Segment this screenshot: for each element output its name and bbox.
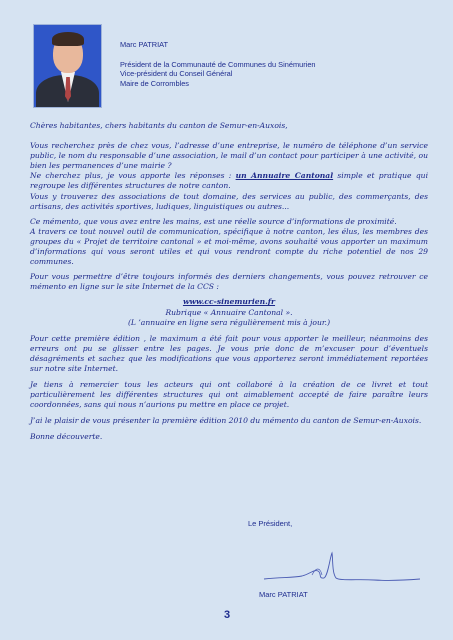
author-role-3: Maire de Corrombles [120,78,190,88]
annuaire-highlight: un Annuaire Cantonal [235,171,334,181]
author-role-2: Vice-président du Conseil Général [120,69,233,79]
signature-name: Marc PATRIAT [259,590,308,599]
closing: Bonne découverte. [30,432,103,442]
portrait-photo [33,24,102,108]
author-role-1: Président de la Communauté de Communes du Sinémurien [120,59,316,69]
signature-title: Le Président, [248,519,293,528]
paragraph-2-after: simple et pratique qui regroupe les différentes structures de notre canton. [30,171,428,191]
portrait-hair [52,32,84,46]
paragraph-4-text: Ce mémento, que vous avez entre les mains, est une réelle source d’informations de proximité. [30,216,397,226]
paragraph-2-before: Ne cherchez plus, je vous apporte les réponses : [30,171,236,181]
paragraph-4 [30,217,428,267]
website-block [30,297,428,327]
paragraph-5-text: A travers ce tout nouvel outil de communication, spécifique à notre canton, les élus, les membres des groupes du « Projet de territoire cantonal » et moi-même, avons souhaité vous apporter un maximum d’informations qui vous seront utiles et qui vous rendront compte du riche potentiel de nos 29 communes. [30,226,428,267]
author-name: Marc PATRIAT [120,40,169,49]
paragraph-6-text: Pour vous permettre d’être toujours informés des derniers changements, vous pouvez retrouver ce mémento en ligne sur le site Internet de la CCS : [30,272,428,292]
paragraph-9: J’ai le plaisir de vous présenter la première édition 2010 du mémento du canton de Semur-en-Auxois. [30,416,422,426]
page-number: 3 [223,609,231,621]
letter-body [30,121,428,449]
paragraph-1-text: Vous recherchez près de chez vous, l’adresse d’une entreprise, le numéro de téléphone d’un service public, le nom du responsable d’une association, le mail d’un contact pour participer à une activité, ou bien les permanences d’une mairie ? [30,141,428,171]
paragraph-7: Pour cette première édition , le maximum a été fait pour vous apporter le meilleur, néanmoins des erreurs ont pu se glisser entre les pages. Je vous prie donc de m’excuser pour d’éventuels désagréments et sachez que les modifications que vous apporterez seront immédiatement reportées sur notre site Internet. [30,333,428,373]
paragraph-6 [30,272,428,292]
paragraph-8: Je tiens à remercier tous les acteurs qui ont collaboré à la création de ce livret et tout particulièrement les différentes structures qui ont aimablement accepté de faire paraître leurs coordonnées, sans qui nous n’aurions pu mettre en place ce projet. [30,380,428,410]
online-note: (L ’annuaire en ligne sera régulièrement mis à jour.) [127,317,331,327]
paragraph-3-text: Vous y trouverez des associations de tout domaine, des services au public, des commerçants, des artisans, des activités sportives, ludiques, linguistiques ou autres... [30,191,428,211]
author-identity [120,40,440,88]
paragraph-1 [30,141,428,212]
rubrique-text: Rubrique « Annuaire Cantonal ». [165,307,293,317]
greeting: Chères habitantes, chers habitants du canton de Semur-en-Auxois, [30,121,288,130]
website-link[interactable]: www.cc-sinemurien.fr [182,297,276,307]
handwritten-signature [262,545,422,585]
